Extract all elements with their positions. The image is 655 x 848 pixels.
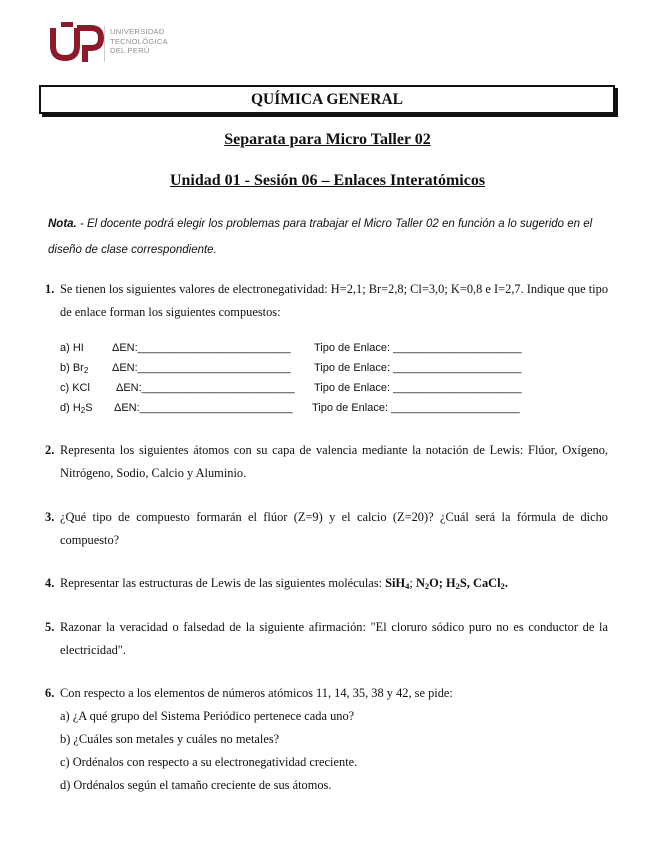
tipo-enlace-blank[interactable]: Tipo de Enlace: _____________________ xyxy=(314,382,522,394)
formula-n2o: N2O; xyxy=(415,576,447,591)
question-number: 4. xyxy=(45,576,55,590)
question-text: ¿Qué tipo de compuesto formarán el flúor (Z=9) y el calcio (Z=20)? ¿Cuál será la fórmula de dicho compuesto? xyxy=(60,510,608,547)
tipo-enlace-blank[interactable]: Tipo de Enlace: _____________________ xyxy=(314,342,522,354)
en-blank[interactable]: ΔEN:_________________________ xyxy=(114,402,293,414)
list-item: b) ¿Cuáles son metales y cuáles no metales? xyxy=(60,732,280,746)
bond-row-b: b) $Br_2$ xyxy=(60,362,89,375)
unit-title: Unidad 01 - Sesión 06 – Enlaces Interatómicos xyxy=(169,172,486,189)
question-6 xyxy=(45,682,608,705)
question-text: Se tienen los siguientes valores de electronegatividad: H=2,1; Br=2,8; Cl=3,0; K=0,8 e I=2,7. Indique que tipo de enlace forman los siguientes compuestos: xyxy=(60,282,609,319)
formula-sih4: SiH4 xyxy=(385,576,410,591)
question-number: 6. xyxy=(45,686,55,700)
question-3 xyxy=(45,506,608,552)
logo-divider xyxy=(104,26,105,62)
en-blank[interactable]: ΔEN:_________________________ xyxy=(116,382,295,394)
formula-h2s: H2S, xyxy=(446,576,473,591)
question-text: Con respecto a los elementos de números atómicos 11, 14, 35, 38 y 42, se pide: xyxy=(60,686,453,700)
list-item: a) ¿A qué grupo del Sistema Periódico pertenece cada uno? xyxy=(60,709,355,723)
question-6-list xyxy=(60,705,357,797)
question-4 xyxy=(45,572,608,598)
question-number: 5. xyxy=(45,620,55,634)
list-item: c) Ordénalos con respecto a su electronegatividad creciente. xyxy=(60,755,358,769)
question-text: Razonar la veracidad o falsedad de la siguiente afirmación: "El cloruro sódico puro no es conductor de la electricidad". xyxy=(60,620,608,657)
utp-logo-mark xyxy=(47,20,107,68)
en-blank[interactable]: ΔEN:_________________________ xyxy=(112,362,291,374)
question-1 xyxy=(45,278,608,324)
page-title: QUÍMICA GENERAL xyxy=(39,85,615,114)
question-text: Representa los siguientes átomos con su capa de valencia mediante la notación de Lewis: Flúor, Oxígeno, Nitrógeno, Sodio, Calcio y Aluminio. xyxy=(60,443,608,480)
nota-paragraph xyxy=(48,211,618,263)
tipo-enlace-blank[interactable]: Tipo de Enlace: _____________________ xyxy=(312,402,520,414)
bond-row-c: c) KCl xyxy=(60,382,90,394)
question-number: 1. xyxy=(45,282,55,296)
question-2 xyxy=(45,439,608,485)
nota-text: - El docente podrá elegir los problemas para trabajar el Micro Taller 02 en función a lo sugerido en el diseño de clase correspondiente. xyxy=(48,218,593,256)
question-number: 3. xyxy=(45,510,55,524)
university-name: UNIVERSIDAD TECNOLÓGICA DEL PERÚ xyxy=(110,27,168,55)
subtitle: Separata para Micro Taller 02 xyxy=(224,131,431,148)
en-blank[interactable]: ΔEN:_________________________ xyxy=(112,342,291,354)
question-text: Representar las estructuras de Lewis de las siguientes moléculas: SiH4; N2O; H2S, CaCl2. xyxy=(60,576,508,591)
tipo-enlace-blank[interactable]: Tipo de Enlace: _____________________ xyxy=(314,362,522,374)
bond-row-a: a) HI xyxy=(60,342,84,354)
question-number: 2. xyxy=(45,443,55,457)
formula-cacl2: CaCl2. xyxy=(473,576,508,591)
bond-row-d: d) $H_2S$ xyxy=(60,402,93,415)
question-5 xyxy=(45,616,608,662)
nota-label: Nota. xyxy=(48,218,77,230)
list-item: d) Ordénalos según el tamaño creciente de sus átomos. xyxy=(60,778,332,792)
